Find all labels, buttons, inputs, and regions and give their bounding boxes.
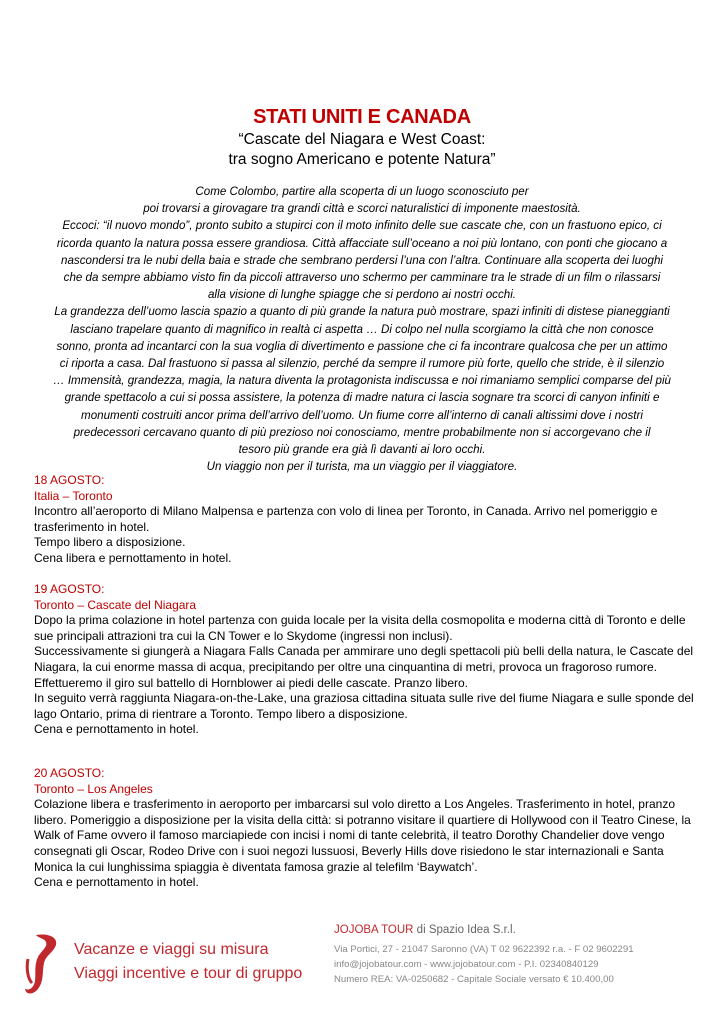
page-subtitle bbox=[0, 130, 724, 170]
company-brand: JOJOBA TOUR bbox=[334, 924, 414, 936]
company-legal-name: di Spazio Idea S.r.l. bbox=[416, 924, 516, 936]
intro-line: ci riporta a casa. Dal frastuono si passa al silenzio, perché da sempre il rumore più forte, quello che stride, è il silenzio bbox=[59, 357, 665, 371]
jojoba-logo-icon bbox=[22, 929, 62, 999]
intro-line: lasciano trapelare quanto di magnifico in realtà ci aspetta … Di colpo nel nulla scorgiamo la città che non conosce bbox=[70, 322, 654, 336]
tagline-line-1: Vacanze e viaggi su misura bbox=[74, 941, 269, 958]
company-details bbox=[334, 942, 634, 987]
day-paragraph: Tempo libero a disposizione. bbox=[34, 535, 186, 550]
intro-text bbox=[33, 183, 691, 475]
intro-line: Come Colombo, partire alla scoperta di un luogo sconosciuto per bbox=[195, 185, 529, 198]
intro-line: che da sempre abbiamo visto fin da piccoli attraverso uno schermo per camminare tra le strade di un film o rilassarsi bbox=[63, 271, 661, 285]
intro-line: Eccoci: “il nuovo mondo”, pronto subito a stupirci con il moto infinito delle sue cascate che, con un frastuono epico, ci bbox=[62, 219, 662, 233]
intro-line: predecessori cercavano quanto di più prezioso noi conosciamo, mentre probabilmente non si accorgevano che il bbox=[73, 425, 651, 439]
intro-line: Un viaggio non per il turista, ma un viaggio per il viaggiatore. bbox=[206, 460, 518, 474]
day-date: 20 AGOSTO: bbox=[34, 766, 105, 780]
day-date: 18 AGOSTO: bbox=[34, 473, 105, 487]
day-paragraph: Dopo la prima colazione in hotel partenza con guida locale per la visita della cosmopolita e moderna città di Toronto e delle sue principali attrazioni tra cui la CN Tower e lo Skydome (ingressi non inclusi). bbox=[34, 613, 686, 643]
day-route: Italia – Toronto bbox=[34, 488, 113, 503]
intro-line: … Immensità, grandezza, magia, la natura diventa la protagonista indiscussa e noi rimaniamo semplici comparse del più bbox=[53, 374, 671, 388]
day-paragraph: In seguito verrà raggiunta Niagara-on-the-Lake, una graziosa cittadina situata sulle rive del fiume Niagara e sulle sponde del lago Ontario, prima di rientrare a Toronto. Tempo libero a disposizione. bbox=[34, 691, 694, 721]
intro-line: nascondersi tra le nubi della baia e strade che sembrano perdersi l’una con l’altra. Continuare alla scoperta dei luoghi bbox=[61, 253, 663, 267]
subtitle-line-2: tra sogno Americano e potente Natura” bbox=[228, 151, 496, 168]
intro-line: grande spettacolo a cui si possa assistere, la potenza di madre natura ci lascia sognare tra scorci di canyon infiniti e bbox=[64, 391, 660, 405]
day-paragraph: Successivamente si giungerà a Niagara Falls Canada per ammirare uno degli spettacoli più belli della natura, le Cascate del Niagara, la cui enorme massa di acqua, precipitando per oltre una cinquantina di metri, provoca un fragoroso rumore. bbox=[34, 644, 694, 674]
intro-line: monumenti costruiti ancor prima dell’arrivo dell’uomo. Un fiume corre all’interno di canali altissimi dove i nostri bbox=[81, 408, 643, 422]
page-title: STATI UNITI E CANADA bbox=[253, 106, 471, 128]
intro-line: ricorda quanto la natura possa essere grandiosa. Città affacciate sull’oceano a noi più lontano, con ponti che giocano a bbox=[56, 236, 668, 250]
day-section-18-agosto bbox=[34, 473, 694, 567]
day-paragraph: Incontro all’aeroporto di Milano Malpensa e partenza con volo di linea per Toronto, in Canada. Arrivo nel pomeriggio e trasferimento in hotel. bbox=[34, 504, 658, 534]
day-paragraph: Cena libera e pernottamento in hotel. bbox=[34, 550, 232, 565]
day-route: Toronto – Cascate del Niagara bbox=[34, 597, 197, 612]
day-paragraph: Colazione libera e trasferimento in aeroporto per imbarcarsi sul volo diretto a Los Angeles. Trasferimento in hotel, pranzo libero. Pomeriggio a disposizione per la visita della città: si potranno visitare il quartiere di Hollywood con il Teatro Cinese, la Walk of Fame ovvero il famoso marciapiede con incisi i nomi di tante celebrità, il teatro Dorothy Chandelier dove vengo consegnati gli Oscar, Rodeo Drive con i suoi negozi lussuosi, Beverly Hills dove risiedono le star internazionali e Santa Monica la cui lunghissima spiaggia è diventata famosa grazie al telefilm ‘Baywatch’. bbox=[34, 797, 691, 874]
intro-line: tesoro più grande era già lì davanti ai loro occhi. bbox=[238, 443, 486, 457]
intro-line: alla visione di lunghe spiagge che si perdono ai nostri occhi. bbox=[207, 288, 517, 302]
company-registry: Numero REA: VA-0250682 - Capitale Sociale versato € 10.400,00 bbox=[334, 974, 614, 985]
company-address: Via Portici, 27 - 21047 Saronno (VA) T 02 9622392 r.a. - F 02 9602291 bbox=[334, 944, 634, 955]
intro-line: sonno, pronta ad incantarci con la sua voglia di divertimento e passione che ci fa incontrare qualcosa che per un attimo bbox=[56, 339, 668, 353]
day-paragraph: Cena e pernottamento in hotel. bbox=[34, 722, 199, 737]
company-contacts: info@jojobatour.com - www.jojobatour.com - P.I. 02340840129 bbox=[334, 959, 599, 970]
tagline-line-2: Viaggi incentive e tour di gruppo bbox=[74, 965, 303, 982]
intro-line: La grandezza dell’uomo lascia spazio a quanto di più grande la natura può mostrare, spazi infiniti di distese pianeggianti bbox=[54, 305, 670, 319]
company-name bbox=[334, 924, 516, 936]
day-section-20-agosto bbox=[34, 766, 694, 891]
subtitle-line-1: “Cascate del Niagara e West Coast: bbox=[238, 131, 486, 148]
intro-line: poi trovarsi a girovagare tra grandi città e scorci naturalistici di imponente maestosità. bbox=[143, 202, 581, 216]
day-route: Toronto – Los Angeles bbox=[34, 781, 153, 796]
day-date: 19 AGOSTO: bbox=[34, 582, 105, 596]
day-paragraph: Effettueremo il giro sul battello di Hornblower ai piedi delle cascate. Pranzo libero. bbox=[34, 675, 469, 690]
day-section-19-agosto bbox=[34, 582, 694, 738]
day-paragraph: Cena e pernottamento in hotel. bbox=[34, 875, 199, 890]
footer-tagline bbox=[74, 938, 302, 986]
